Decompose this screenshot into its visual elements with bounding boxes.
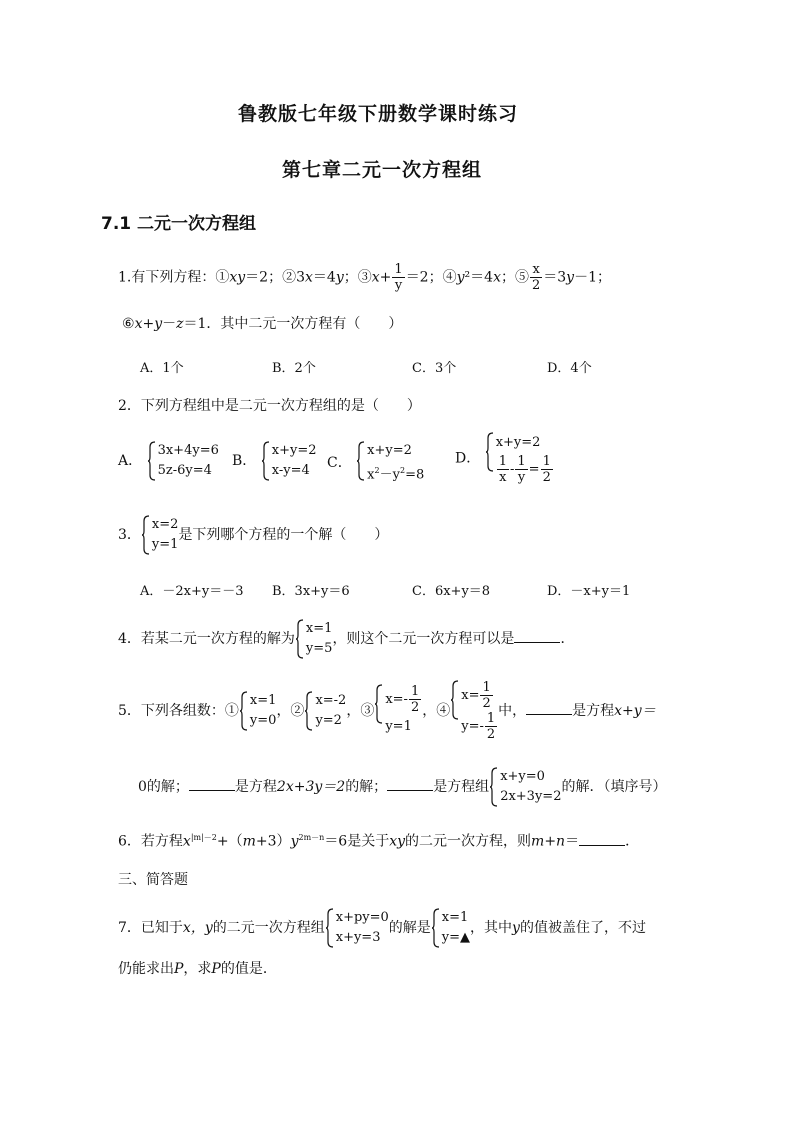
question-4: 4．若某二元一次方程的解为 x=1 y=5 ，则这个二元一次方程可以是 ． bbox=[118, 619, 574, 659]
chapter-title: 第七章二元一次方程组 bbox=[282, 159, 483, 181]
equation-system: x+py=0 x+y=3 bbox=[325, 908, 389, 948]
q3-option-a: A．－2x+y＝－3 bbox=[140, 584, 244, 599]
q3-option-b: B．3x+y＝6 bbox=[272, 584, 350, 599]
q2-option-c: C． x+y=2 $x^2-y^2=8$ bbox=[327, 441, 424, 485]
q2-option-a: A． 3x+4y=6 5z-6y=4 bbox=[118, 441, 219, 481]
q2-option-d: D． x+y=2 $\frac{1}{x}$ - $\frac{1}{y}$ = $\frac{1}{2}$ bbox=[455, 432, 554, 485]
brace-icon bbox=[261, 441, 270, 481]
question-7-line-1: 7．已知于x，y的二元一次方程组 x+py=0 x+y=3 的解是 x=1 y=▲ ，其中y的值被盖住了，不过 bbox=[118, 908, 646, 948]
brace-icon bbox=[295, 619, 304, 659]
question-7-line-2: 仍能求出P，求P的值是． bbox=[118, 961, 277, 977]
equation-system: x+y=2 $x^2-y^2=8$ bbox=[356, 441, 424, 485]
question-3: 3． x=2 y=1 是下列哪个方程的一个解（ ） bbox=[118, 515, 388, 555]
equation-system: x+y=2 $\frac{1}{x}$ - $\frac{1}{y}$ = $\frac{1}{2}$ bbox=[485, 432, 554, 485]
question-1-line-1: 1.有下列方程：①xy＝2；②3x＝4y；③x+ $\frac{1}{y}$ ＝2；④y²＝4x；⑤ $\frac{x}{2}$ ＝3y－1； bbox=[118, 262, 612, 293]
brace-icon bbox=[374, 684, 383, 724]
question-6: 6．若方程$x^{|m|-2}+(m+3)y^{2m-n}=6$是关于xy的二元一次方程，则m+n＝ ． bbox=[118, 828, 639, 852]
brace-icon bbox=[356, 441, 365, 481]
q3-option-c: C．6x+y＝8 bbox=[412, 584, 491, 599]
brace-icon bbox=[304, 691, 313, 731]
brace-icon bbox=[239, 691, 248, 731]
brace-icon bbox=[485, 432, 494, 472]
answer-blank bbox=[387, 776, 433, 791]
equation-system: x=1 y=0 bbox=[239, 691, 277, 731]
q1-option-a: A．1个 bbox=[140, 361, 184, 376]
equation-system: x=- $\frac{1}{2}$ y=1 bbox=[374, 684, 422, 739]
question-5-line-1: 5．下列各组数：① x=1 y=0 ，② x=-2 y=2 ，③ x=- $\frac{1}{2}$ y=1 ，④ x= $\frac{1}{2}$ y=- $\frac{1}{2}$ 中， 是方程x+y＝ bbox=[118, 680, 656, 742]
brace-icon bbox=[325, 908, 334, 948]
q1-option-b: B．2个 bbox=[272, 361, 316, 376]
section-3-heading: 三、简答题 bbox=[118, 872, 188, 888]
answer-blank bbox=[514, 628, 560, 643]
page-title: 鲁教版七年级下册数学课时练习 bbox=[238, 103, 519, 125]
answer-blank bbox=[189, 776, 235, 791]
brace-icon bbox=[147, 441, 156, 481]
equation-system: x+y=0 2x+3y=2 bbox=[489, 767, 561, 807]
question-1-line-2: ⑥x+y－z＝1．其中二元一次方程有（ ） bbox=[122, 316, 403, 332]
q1-option-c: C．3个 bbox=[412, 361, 457, 376]
q3-option-d: D．－x+y＝1 bbox=[547, 584, 631, 599]
equation-system: x= $\frac{1}{2}$ y=- $\frac{1}{2}$ bbox=[450, 680, 498, 742]
q1-option-d: D．4个 bbox=[547, 361, 592, 376]
equation-system: x=1 y=▲ bbox=[431, 908, 470, 948]
equation-system: x+y=2 x-y=4 bbox=[261, 441, 317, 481]
equation-system: 3x+4y=6 5z-6y=4 bbox=[147, 441, 219, 481]
brace-icon bbox=[489, 767, 498, 807]
answer-blank bbox=[526, 700, 572, 715]
brace-icon bbox=[141, 515, 150, 555]
brace-icon bbox=[431, 908, 440, 948]
fraction: $\frac{x}{2}$ bbox=[531, 262, 541, 293]
equation-system: x=1 y=5 bbox=[295, 619, 333, 659]
question-5-line-2: 0的解； 是方程2x+3y＝2的解； 是方程组 x+y=0 2x+3y=2 的解．（填序号） bbox=[138, 767, 666, 807]
equation-system: x=-2 y=2 bbox=[304, 691, 346, 731]
question-2: 2．下列方程组中是二元一次方程组的是（ ） bbox=[118, 398, 421, 414]
brace-icon bbox=[450, 680, 459, 720]
equation-system: x=2 y=1 bbox=[141, 515, 179, 555]
answer-blank bbox=[579, 831, 625, 846]
q2-option-b: B． x+y=2 x-y=4 bbox=[232, 441, 316, 481]
fraction: $\frac{1}{y}$ bbox=[394, 262, 403, 293]
section-title: 7.1 二元一次方程组 bbox=[101, 214, 257, 234]
